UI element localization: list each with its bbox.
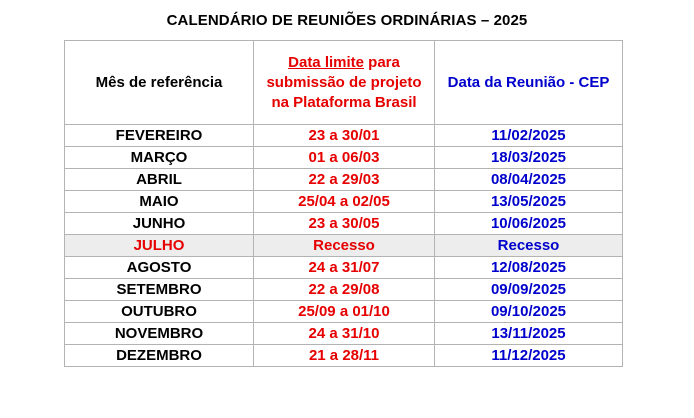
table-row [65, 279, 623, 301]
row-meeting: 11/02/2025 [435, 125, 623, 147]
table-row-recess [65, 235, 623, 257]
table-row [65, 213, 623, 235]
row-meeting: Recesso [435, 235, 623, 257]
row-deadline: 25/09 a 01/10 [254, 301, 435, 323]
row-meeting: 13/05/2025 [435, 191, 623, 213]
row-deadline: Recesso [254, 235, 435, 257]
row-deadline: 22 a 29/08 [254, 279, 435, 301]
row-month: FEVEREIRO [65, 125, 254, 147]
row-deadline: 22 a 29/03 [254, 169, 435, 191]
row-month: ABRIL [65, 169, 254, 191]
row-deadline: 25/04 a 02/05 [254, 191, 435, 213]
row-month: MARÇO [65, 147, 254, 169]
row-deadline: 24 a 31/10 [254, 323, 435, 345]
meeting-calendar-table [64, 40, 623, 367]
table-row [65, 169, 623, 191]
row-deadline: 24 a 31/07 [254, 257, 435, 279]
header-deadline-underlined: Data limite [288, 53, 364, 71]
row-month: SETEMBRO [65, 279, 254, 301]
row-month: OUTUBRO [65, 301, 254, 323]
row-meeting: 09/09/2025 [435, 279, 623, 301]
page-title: CALENDÁRIO DE REUNIÕES ORDINÁRIAS – 2025 [166, 12, 528, 29]
table-row [65, 345, 623, 367]
row-deadline: 23 a 30/05 [254, 213, 435, 235]
table-row [65, 323, 623, 345]
header-meeting: Data da Reunião - CEP [435, 41, 623, 125]
row-deadline: 23 a 30/01 [254, 125, 435, 147]
row-meeting: 18/03/2025 [435, 147, 623, 169]
row-deadline: 21 a 28/11 [254, 345, 435, 367]
header-deadline-line2: submissão de projeto [266, 73, 422, 91]
row-meeting: 11/12/2025 [435, 345, 623, 367]
row-deadline: 01 a 06/03 [254, 147, 435, 169]
row-meeting: 12/08/2025 [435, 257, 623, 279]
row-meeting: 08/04/2025 [435, 169, 623, 191]
header-deadline [254, 41, 435, 125]
row-meeting: 10/06/2025 [435, 213, 623, 235]
row-month: JULHO [65, 235, 254, 257]
table-row [65, 147, 623, 169]
row-month: AGOSTO [65, 257, 254, 279]
header-deadline-rest: para [364, 53, 400, 71]
row-month: MAIO [65, 191, 254, 213]
row-meeting: 09/10/2025 [435, 301, 623, 323]
table-row [65, 301, 623, 323]
table-row [65, 257, 623, 279]
row-meeting: 13/11/2025 [435, 323, 623, 345]
header-month: Mês de referência [65, 41, 254, 125]
row-month: DEZEMBRO [65, 345, 254, 367]
table-header-row [65, 41, 623, 125]
row-month: NOVEMBRO [65, 323, 254, 345]
table-row [65, 125, 623, 147]
header-deadline-line3: na Plataforma Brasil [271, 93, 417, 111]
table-row [65, 191, 623, 213]
row-month: JUNHO [65, 213, 254, 235]
